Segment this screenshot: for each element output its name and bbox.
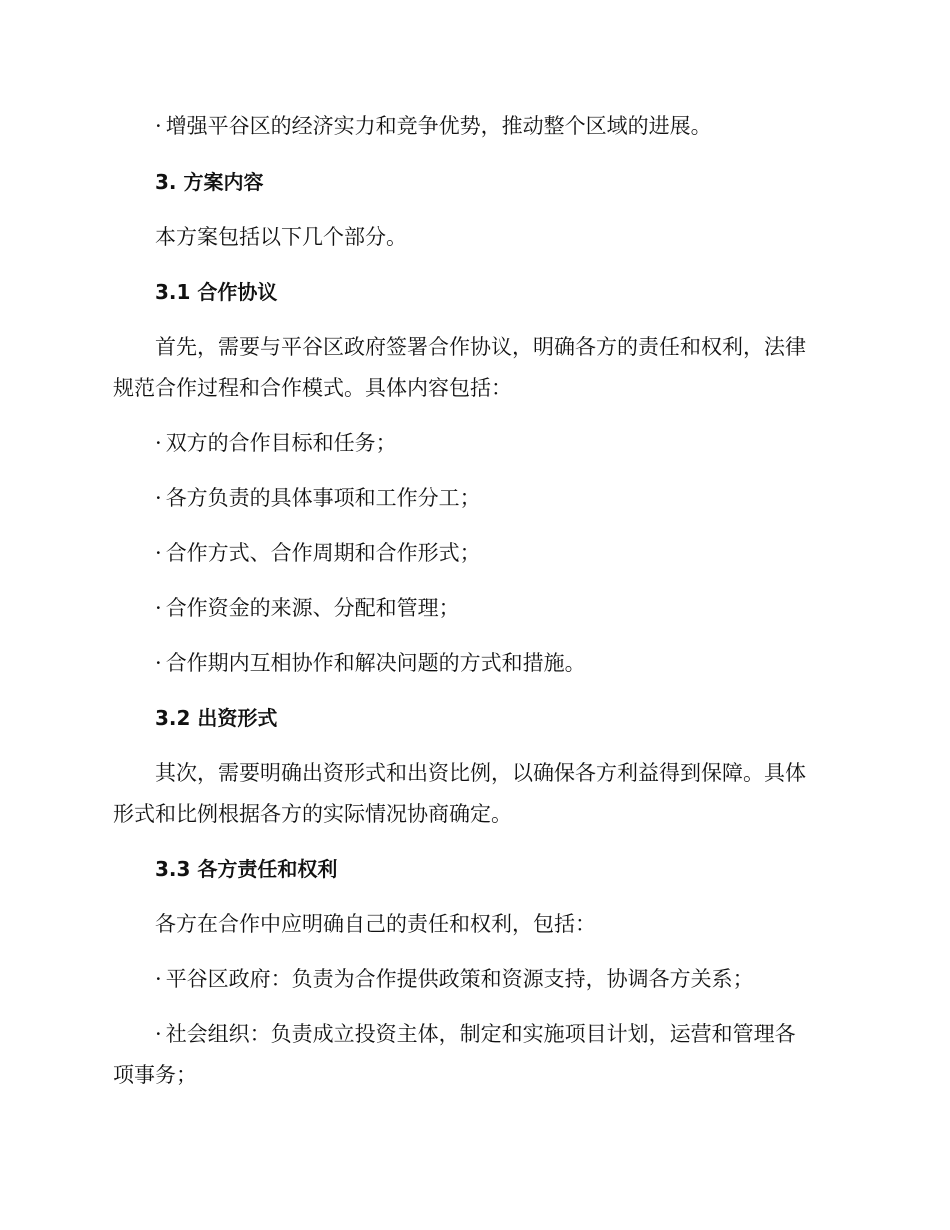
- bullet-text: 各方负责的具体事项和工作分工；: [165, 486, 481, 510]
- bullet-item: [155, 962, 837, 996]
- bullet-item: [155, 481, 837, 515]
- bullet-text: 平谷区政府：负责为合作提供政策和资源支持，协调各方关系；: [165, 967, 754, 991]
- bullet-text: 社会组织：负责成立投资主体，制定和实施项目计划，运营和管理各: [165, 1022, 796, 1046]
- bullet-item: [155, 591, 837, 625]
- bullet-marker: ·: [155, 114, 162, 138]
- section-heading-3-1: 3.1 合作协议: [155, 280, 278, 304]
- paragraph-3: 本方案包括以下几个部分。: [155, 225, 407, 249]
- bullet-marker: ·: [155, 1022, 162, 1046]
- bullet-marker: ·: [155, 596, 162, 620]
- bullet-continuation: 项事务；: [113, 1063, 197, 1087]
- bullet-marker: ·: [155, 967, 162, 991]
- section-heading-3-2: 3.2 出资形式: [155, 706, 278, 730]
- bullet-marker: ·: [155, 431, 162, 455]
- bullet-item: [155, 646, 837, 680]
- bullet-text: 合作资金的来源、分配和管理；: [165, 596, 460, 620]
- bullet-text: 合作期内互相协作和解决问题的方式和措施。: [165, 651, 586, 675]
- paragraph-3-3: 各方在合作中应明确自己的责任和权利，包括：: [155, 912, 596, 936]
- section-heading-3-3: 3.3 各方责任和权利: [155, 857, 338, 881]
- paragraph-3-1-line-2: 规范合作过程和合作模式。具体内容包括：: [113, 376, 512, 400]
- paragraph-3-1-line-1: 首先，需要与平谷区政府签署合作协议，明确各方的责任和权利，法律: [155, 335, 806, 359]
- bullet-text: 双方的合作目标和任务；: [165, 431, 397, 455]
- paragraph-3-2-line-1: 其次，需要明确出资形式和出资比例，以确保各方利益得到保障。具体: [155, 761, 806, 785]
- paragraph-3-2-line-2: 形式和比例根据各方的实际情况协商确定。: [113, 802, 512, 826]
- section-heading-3: 3. 方案内容: [155, 170, 264, 194]
- bullet-marker: ·: [155, 651, 162, 675]
- bullet-item: [155, 426, 837, 460]
- bullet-item: [155, 536, 837, 570]
- bullet-text: 增强平谷区的经济实力和竞争优势，推动整个区域的进展。: [165, 114, 712, 138]
- bullet-item: [155, 109, 837, 143]
- bullet-text: 合作方式、合作周期和合作形式；: [165, 541, 481, 565]
- bullet-marker: ·: [155, 486, 162, 510]
- bullet-marker: ·: [155, 541, 162, 565]
- bullet-item: [155, 1017, 837, 1051]
